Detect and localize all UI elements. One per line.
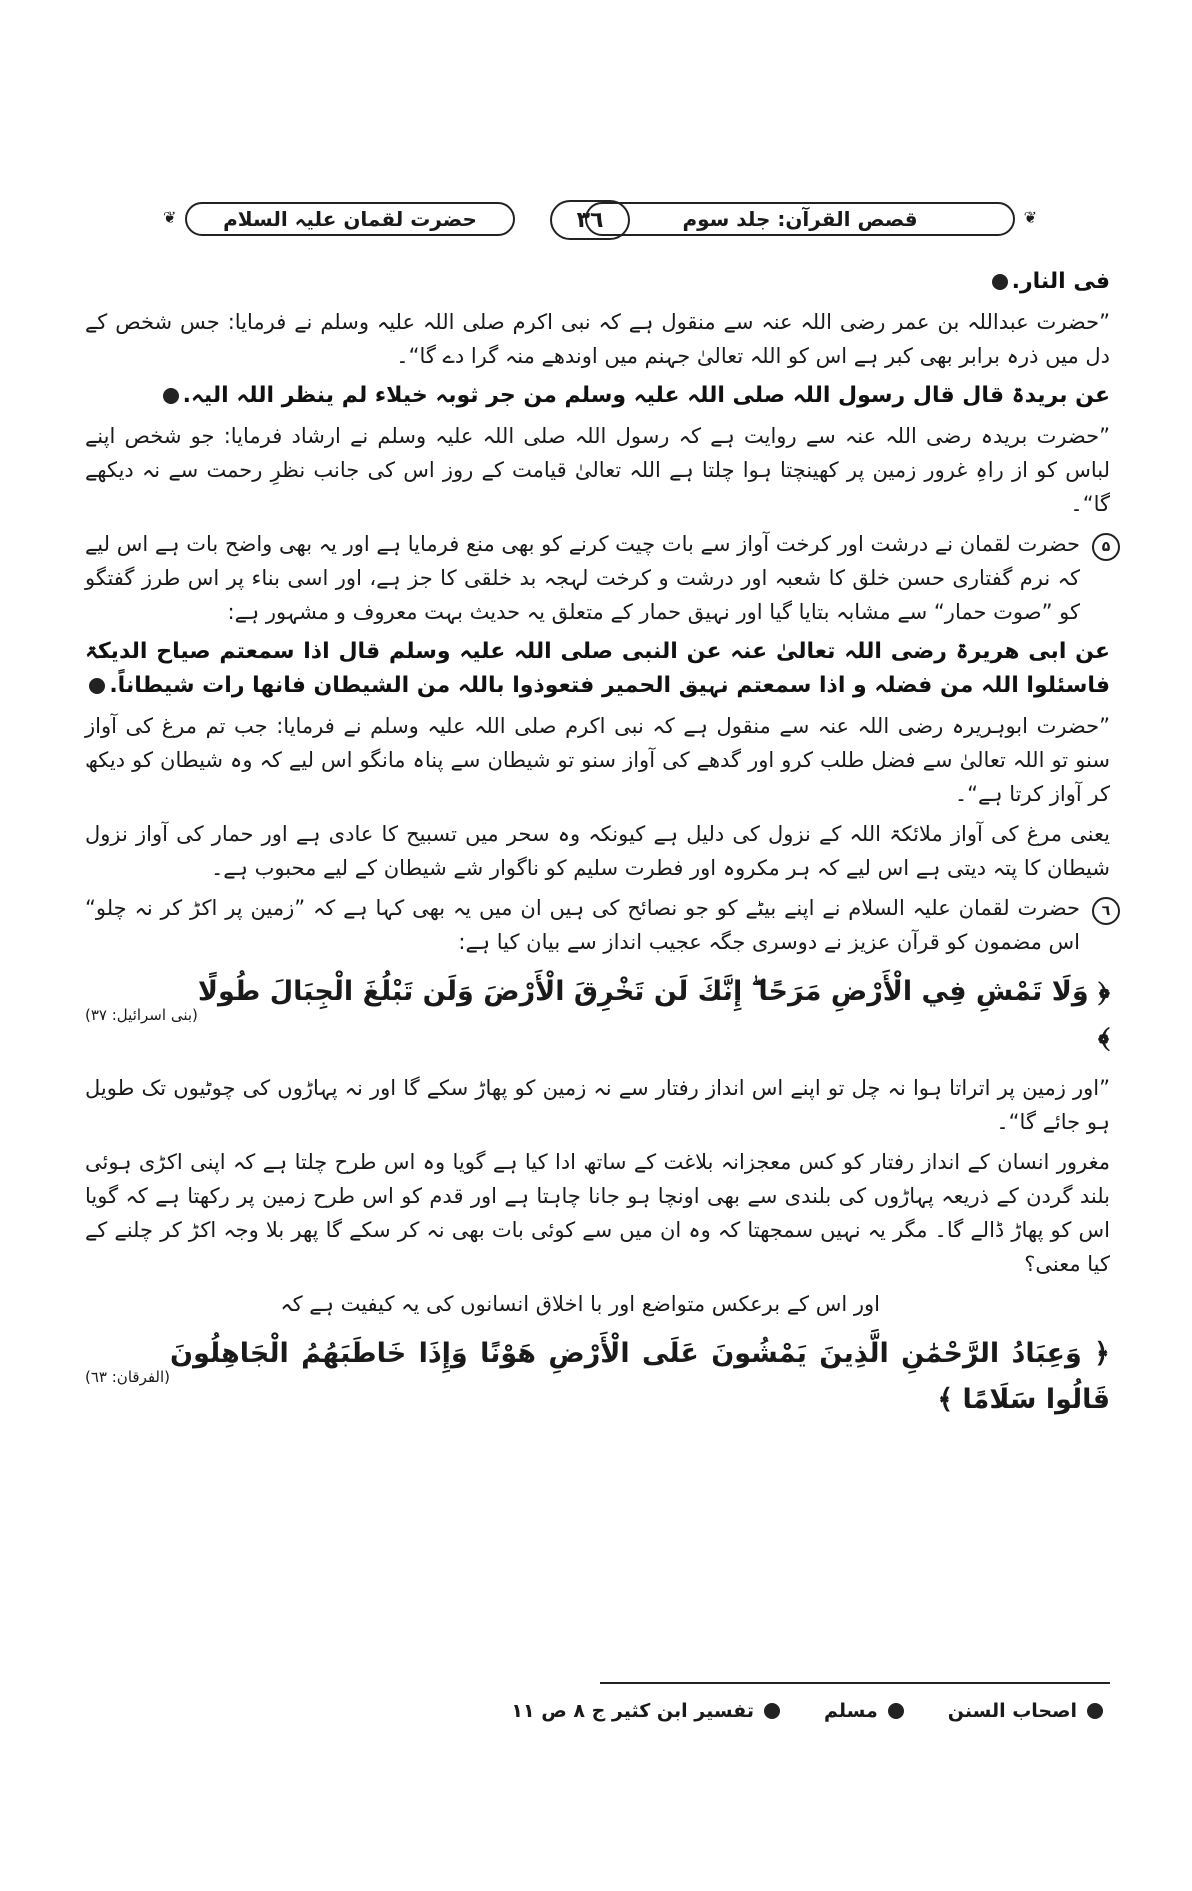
book-title-frame <box>585 202 1015 236</box>
book-title: قصص القرآن: جلد سوم <box>682 207 918 231</box>
arabic-hadith: عن ابی ھریرۃ رضی اللہ تعالیٰ عنہ عن النبی صلی اللہ علیہ وسلم قال اذا سمعتم صیاح الدیکۃ فاسئلوا اللہ من فضلہ و اذا سمعتم نہیق الحمیر فتعوذوا باللہ من الشیطان فانھا رات شیطاناً. <box>85 639 1110 698</box>
verse-translation: ”اور زمین پر اتراتا ہوا نہ چل تو اپنے اس انداز رفتار سے نہ زمین کو پھاڑ سکے گا اور نہ پہاڑوں کی چوٹیوں تک طویل ہو جائے گا“۔ <box>85 1076 1110 1134</box>
ornament-icon: ❦ <box>163 208 177 227</box>
urdu-translation: ”حضرت عبداللہ بن عمر رضی اللہ عنہ سے منقول ہے کہ نبی اکرم صلی اللہ علیہ وسلم نے فرمایا: جس شخص کے دل میں ذرہ برابر بھی کبر ہے اس کو اللہ تعالیٰ جہنم میں اوندھے منہ گرا دے گا“۔ <box>85 310 1110 368</box>
item-number: ۵ <box>1092 533 1120 561</box>
verse-text: ﴿ وَعِبَادُ الرَّحْمَٰنِ الَّذِينَ يَمْشُونَ عَلَى الْأَرْضِ هَوْنًا وَإِذَا خَاطَبَهُمُ الْجَاهِلُونَ قَالُوا سَلَامًا ﴾ <box>170 1338 1110 1415</box>
arabic-text: فی النار. <box>85 265 1110 299</box>
footnote-marker-icon <box>992 274 1008 290</box>
arabic-hadith: عن بریدۃ قال قال رسول اللہ صلی اللہ علیہ وسلم من جر ثوبہ خیلاء لم ینظر اللہ الیہ. <box>85 379 1110 413</box>
commentary: مغرور انسان کے انداز رفتار کو کس معجزانہ بلاغت کے ساتھ ادا کیا ہے گویا وہ اس طرح چلتا ہے کہ اپنی اکڑی ہوئی بلند گردن کے ذریعہ پہاڑوں کی بلندی سے بھی اونچا ہو جانا چاہتا ہے اور قدم کو اس طرح زمین پر رکھتا ہے کہ گویا اس کو پھاڑ ڈالے گا۔ مگر یہ نہیں سمجھتا کہ وہ ان میں سے کوئی بات بھی نہ کر سکے گا پھر بلا وجہ اکڑ کر چلنے کے کیا معنی؟ <box>85 1150 1110 1276</box>
item-number: ٦ <box>1092 897 1120 925</box>
urdu-translation: ”حضرت بریدہ رضی اللہ عنہ سے روایت ہے کہ رسول اللہ صلی اللہ علیہ وسلم نے ارشاد فرمایا: جو شخص اپنے لباس کو از راہِ غرور زمین پر کھینچتا ہوا چلتا ہے اللہ تعالیٰ قیامت کے روز اس کی جانب نظرِ رحمت سے نہ دیکھے گا“۔ <box>85 424 1110 516</box>
verse-text: ﴿ وَلَا تَمْشِ فِي الْأَرْضِ مَرَحًا ۖ إِنَّكَ لَن تَخْرِقَ الْأَرْضَ وَلَن تَبْلُغَ الْجِبَالَ طُولًا ﴾ <box>197 976 1110 1053</box>
paragraph: حضرت لقمان نے درشت اور کرخت آواز سے بات چیت کرنے کو بھی منع فرمایا ہے اور یہ بھی واضح بات ہے اس لیے کہ نرم گفتاری حسن خلق کا شعبہ اور درشت و کرخت لہجہ بد خلقی کا جز ہے، اور اسی بناء پر اس طرز گفتگو کو ”صوت حمار“ سے مشابہ بتایا گیا اور نہیق حمار کے متعلق یہ حدیث بہت معروف و مشہور ہے: <box>85 532 1080 624</box>
page-header <box>163 200 1037 240</box>
footnote: اصحاب السنن <box>948 1700 1107 1722</box>
verse-reference: (الفرقان: ٦۳) <box>85 1368 171 1386</box>
quran-verse <box>85 1331 1110 1423</box>
verse-reference: (بنی اسرائیل: ۳۷) <box>85 1006 198 1024</box>
urdu-translation: ”حضرت ابوہریرہ رضی اللہ عنہ سے منقول ہے کہ نبی اکرم صلی اللہ علیہ وسلم نے فرمایا: جب تم مرغ کی آواز سنو تو اللہ تعالیٰ سے فضل طلب کرو اور گدھے کی آواز سنو تو شیطان سے پناہ مانگو اس لیے کہ وہ شیطان کو دیکھ کر آواز کرتا ہے“۔ <box>85 714 1110 806</box>
page-body <box>85 265 1110 1433</box>
ornament-icon: ❦ <box>1023 208 1037 227</box>
paragraph: حضرت لقمان علیہ السلام نے اپنے بیٹے کو جو نصائح کی ہیں ان میں یہ بھی کہا ہے کہ ”زمین پر اکڑ کر نہ چلو“ اس مضمون کو قرآن عزیز نے دوسری جگہ عجیب انداز سے بیان کیا ہے: <box>85 896 1080 954</box>
footnotes <box>407 1700 1107 1722</box>
explanation: یعنی مرغ کی آواز ملائکۃ اللہ کے نزول کی دلیل ہے کیونکہ وہ سحر میں تسبیح کا عادی ہے اور حمار کی آواز نزول شیطان کا پتہ دیتی ہے اس لیے کہ ہر مکروہ اور فطرت سلیم کو ناگوار شے شیطان کے لیے محبوب ہے۔ <box>85 822 1110 880</box>
page-number: ۳٦ <box>550 200 630 240</box>
footnote-marker-icon <box>163 388 179 404</box>
footnote-marker-icon <box>888 1703 904 1719</box>
quran-verse <box>85 969 1110 1061</box>
footnote-divider <box>600 1682 1110 1684</box>
footnote-marker-icon <box>1087 1703 1103 1719</box>
intro-line: اور اس کے برعکس متواضع اور با اخلاق انسانوں کی یہ کیفیت ہے کہ <box>280 1292 880 1316</box>
footnote-marker-icon <box>89 678 105 694</box>
list-item-5 <box>85 527 1110 629</box>
chapter-title-frame <box>185 202 515 236</box>
list-item-6 <box>85 891 1110 959</box>
footnote: تفسیر ابن کثیر ج ۸ ص ۱۱ <box>511 1700 784 1722</box>
footnote: مسلم <box>824 1700 908 1722</box>
chapter-title: حضرت لقمان علیہ السلام <box>223 207 477 231</box>
footnote-marker-icon <box>764 1703 780 1719</box>
